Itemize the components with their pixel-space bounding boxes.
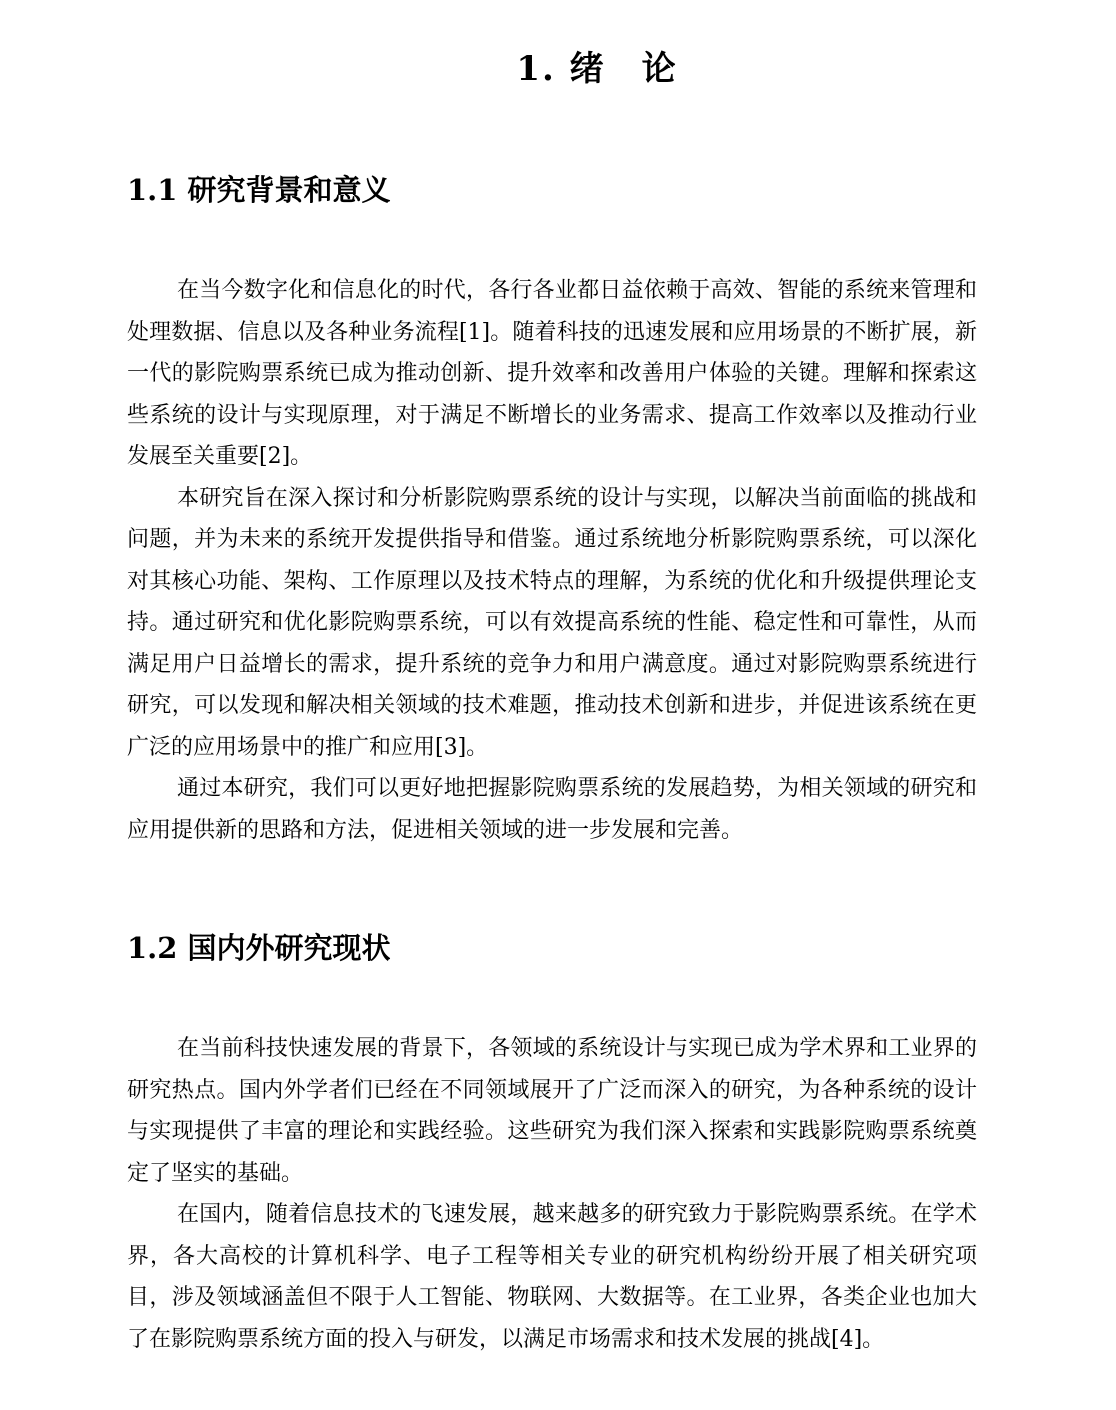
paragraph: 在当今数字化和信息化的时代，各行各业都日益依赖于高效、智能的系统来管理和处理数据、信息以及各种业务流程[1]。随着科技的迅速发展和应用场景的不断扩展，新一代的影院购票系统已成为推动创新、提升效率和改善用户体验的关键。理解和探索这些系统的设计与实现原理，对于满足不断增长的业务需求、提高工作效率以及推动行业发展至关重要[2]。 xyxy=(127,278,977,469)
paragraph: 通过本研究，我们可以更好地把握影院购票系统的发展趋势，为相关领域的研究和应用提供新的思路和方法，促进相关领域的进一步发展和完善。 xyxy=(127,776,977,843)
section-body-1-2 xyxy=(127,1028,977,1360)
paragraph: 在当前科技快速发展的背景下，各领域的系统设计与实现已成为学术界和工业界的研究热点。国内外学者们已经在不同领域展开了广泛而深入的研究，为各种系统的设计与实现提供了丰富的理论和实践经验。这些研究为我们深入探索和实践影院购票系统奠定了坚实的基础。 xyxy=(127,1036,977,1186)
chapter-title-text: 绪 论 xyxy=(569,49,678,89)
chapter-number: 1. xyxy=(516,49,556,89)
chapter-title xyxy=(0,46,1116,92)
paragraph: 本研究旨在深入探讨和分析影院购票系统的设计与实现，以解决当前面临的挑战和问题，并为未来的系统开发提供指导和借鉴。通过系统地分析影院购票系统，可以深化对其核心功能、架构、工作原理以及技术特点的理解，为系统的优化和升级提供理论支持。通过研究和优化影院购票系统，可以有效提高系统的性能、稳定性和可靠性，从而满足用户日益增长的需求，提升系统的竞争力和用户满意度。通过对影院购票系统进行研究，可以发现和解决相关领域的技术难题，推动技术创新和进步，并促进该系统在更广泛的应用场景中的推广和应用[3]。 xyxy=(127,485,977,760)
paragraph: 在国内，随着信息技术的飞速发展，越来越多的研究致力于影院购票系统。在学术界，各大高校的计算机科学、电子工程等相关专业的研究机构纷纷开展了相关研究项目，涉及领域涵盖但不限于人工智能、物联网、大数据等。在工业界，各类企业也加大了在影院购票系统方面的投入与研发，以满足市场需求和技术发展的挑战[4]。 xyxy=(127,1202,977,1352)
section-title-1-1: 1.1 研究背景和意义 xyxy=(127,173,391,207)
section-title-1-2: 1.2 国内外研究现状 xyxy=(127,931,391,965)
section-body-1-1 xyxy=(127,270,977,851)
